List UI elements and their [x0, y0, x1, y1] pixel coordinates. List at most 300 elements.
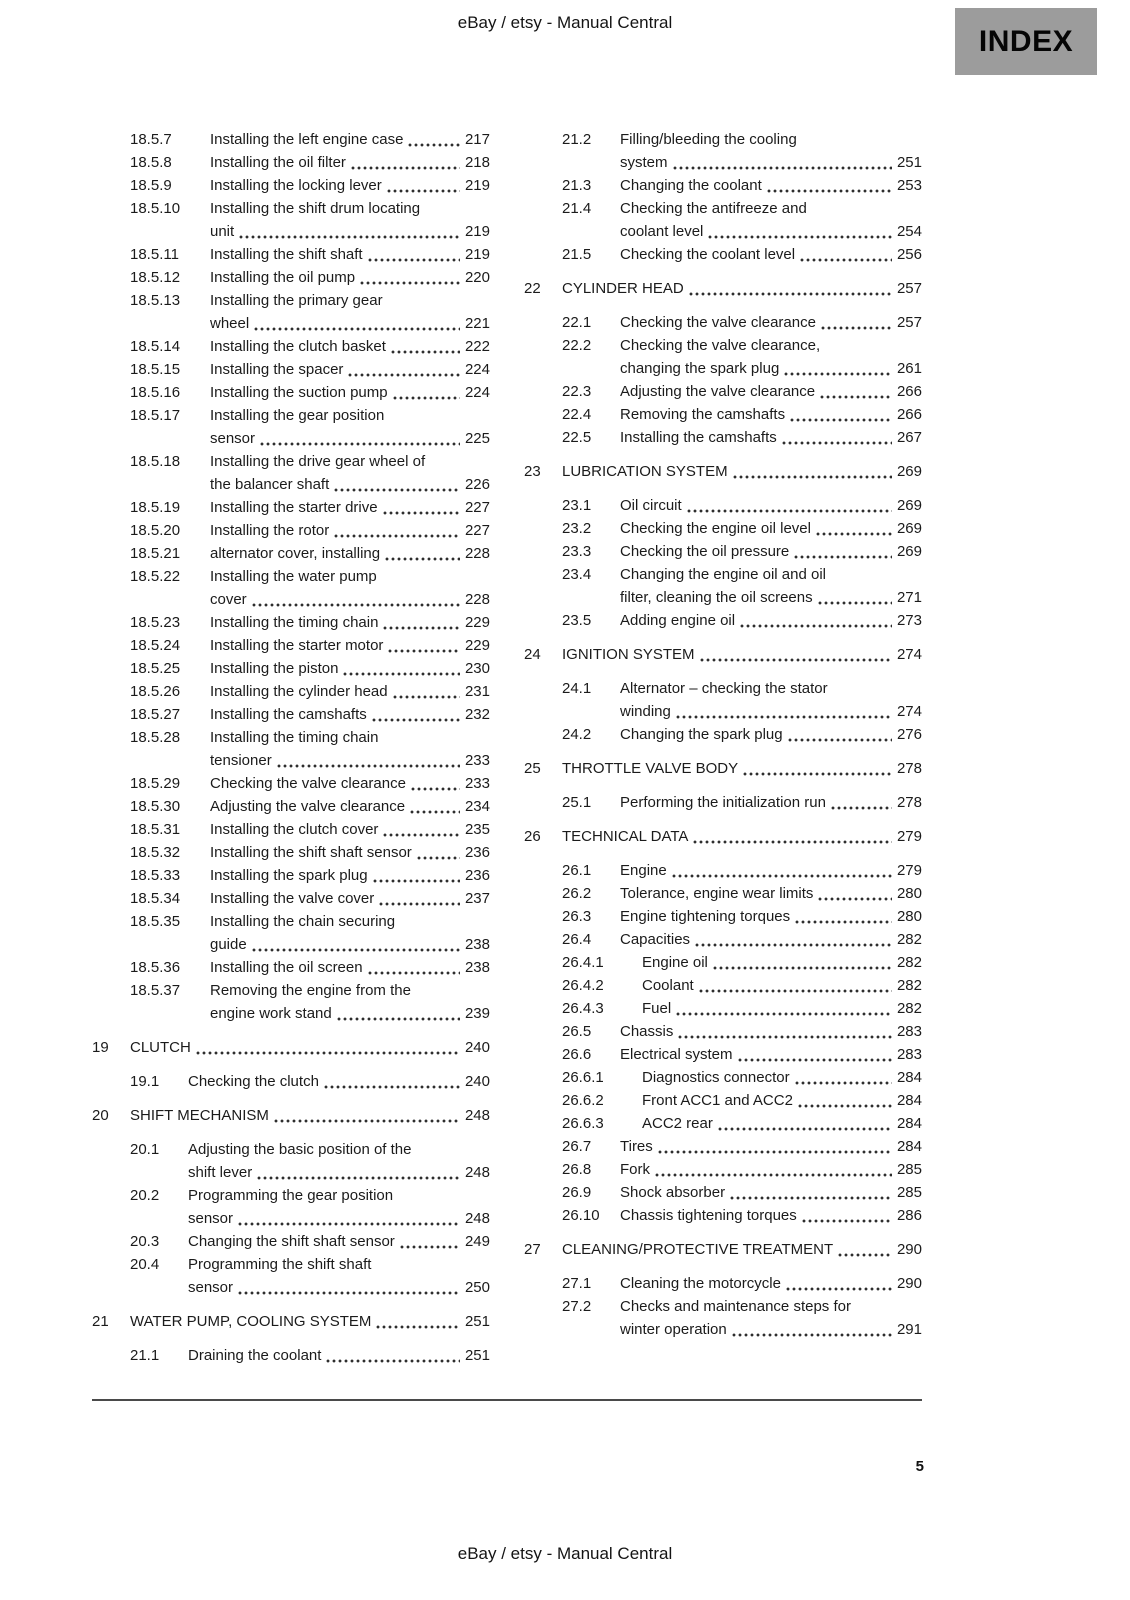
dot-leader: [675, 715, 892, 719]
toc-chapter-entry: [524, 643, 922, 666]
entry-page-number: 226: [464, 476, 490, 493]
section-number: 18.5.30: [130, 798, 181, 815]
entry-title: Installing the starter drive: [210, 499, 378, 516]
entry-title: tensioner: [210, 752, 272, 769]
entry-body: [210, 726, 490, 772]
toc-entry: [92, 1184, 490, 1230]
entry-line: [620, 1318, 922, 1341]
toc-entry: [92, 680, 490, 703]
dot-leader: [371, 718, 460, 722]
entry-page-number: 284: [896, 1069, 922, 1086]
entry-page-number: 267: [896, 429, 922, 446]
section-number: 18.5.11: [130, 246, 179, 263]
entry-title: CLUTCH: [130, 1039, 191, 1056]
dot-leader: [416, 856, 460, 860]
toc-entry: [92, 657, 490, 680]
entry-line: [210, 427, 490, 450]
entry-page-number: 235: [464, 821, 490, 838]
entry-page-number: 240: [464, 1039, 490, 1056]
entry-body: [210, 519, 490, 542]
toc-entry: [92, 726, 490, 772]
toc-entry: [524, 1066, 922, 1089]
section-number: 18.5.17: [130, 407, 181, 424]
section-number: 23.3: [562, 543, 592, 560]
entry-title: Programming the gear position: [188, 1187, 394, 1204]
section-number: 26.4.3: [562, 1000, 604, 1017]
entry-page-number: 236: [464, 844, 490, 861]
entry-page-number: 228: [464, 591, 490, 608]
entry-body: [210, 887, 490, 910]
entry-page-number: 224: [464, 361, 490, 378]
dot-leader: [333, 488, 460, 492]
toc-chapter-entry: [524, 1238, 922, 1261]
entry-body: [620, 1181, 922, 1204]
section-number: 24: [524, 646, 541, 663]
dot-leader: [333, 534, 460, 538]
dot-leader: [392, 396, 460, 400]
entry-title: Installing the spacer: [210, 361, 344, 378]
entry-page-number: 218: [464, 154, 490, 171]
section-number: 18.5.9: [130, 177, 172, 194]
dot-leader: [325, 1359, 460, 1363]
dot-leader: [694, 943, 892, 947]
dot-leader: [699, 658, 892, 662]
entry-body: [620, 494, 922, 517]
entry-body: [210, 703, 490, 726]
section-number: 18.5.29: [130, 775, 181, 792]
entry-page-number: 219: [464, 177, 490, 194]
toc-entry: [92, 565, 490, 611]
entry-title: Installing the camshafts: [210, 706, 367, 723]
dot-leader: [766, 189, 892, 193]
entry-line: [210, 795, 490, 818]
toc-column-right: [524, 128, 922, 1367]
entry-line: [210, 772, 490, 795]
section-number: 18.5.8: [130, 154, 172, 171]
entry-title: Checking the coolant level: [620, 246, 796, 263]
dot-leader: [820, 326, 892, 330]
entry-body: [620, 1043, 922, 1066]
entry-page-number: 278: [896, 760, 922, 777]
entry-title: Installing the timing chain: [210, 729, 379, 746]
toc-entry: [524, 563, 922, 609]
entry-title: Engine tightening torques: [620, 908, 791, 925]
entry-line: [620, 334, 922, 357]
dot-leader: [789, 418, 892, 422]
section-number: 21: [92, 1313, 109, 1330]
entry-title: Fuel: [642, 1000, 672, 1017]
dot-leader: [671, 874, 892, 878]
entry-body: [620, 905, 922, 928]
toc-entry: [92, 910, 490, 956]
toc-entry: [524, 334, 922, 380]
entry-page-number: 269: [896, 543, 922, 560]
section-number: 18.5.36: [130, 959, 181, 976]
entry-title: Installing the gear position: [210, 407, 385, 424]
entry-body: [620, 723, 922, 746]
dot-leader: [793, 555, 892, 559]
entry-line: [210, 220, 490, 243]
toc-entry: [524, 1158, 922, 1181]
entry-title: Shock absorber: [620, 1184, 726, 1201]
entry-page-number: 284: [896, 1138, 922, 1155]
toc-entry: [92, 772, 490, 795]
entry-page-number: 238: [464, 959, 490, 976]
entry-line: [620, 220, 922, 243]
entry-title: Filling/bleeding the cooling: [620, 131, 797, 148]
dot-leader: [367, 971, 460, 975]
entry-line: [210, 1002, 490, 1025]
section-number: 22.2: [562, 337, 592, 354]
entry-page-number: 238: [464, 936, 490, 953]
entry-body: [620, 563, 922, 609]
entry-body: [642, 1066, 922, 1089]
entry-body: [620, 1272, 922, 1295]
entry-title: Installing the rotor: [210, 522, 330, 539]
section-number: 27.1: [562, 1275, 592, 1292]
entry-body: [188, 1344, 490, 1367]
entry-line: [210, 358, 490, 381]
toc-entry: [92, 979, 490, 1025]
entry-line: [620, 1204, 922, 1227]
entry-body: [210, 358, 490, 381]
toc-entry: [524, 905, 922, 928]
toc-entry: [524, 494, 922, 517]
toc-entry: [92, 243, 490, 266]
dot-leader: [350, 166, 460, 170]
toc-entry: [92, 956, 490, 979]
toc-entry: [524, 517, 922, 540]
section-number: 18.5.19: [130, 499, 181, 516]
entry-title: alternator cover, installing: [210, 545, 381, 562]
entry-line: [210, 197, 490, 220]
entry-page-number: 249: [464, 1233, 490, 1250]
section-number: 18.5.27: [130, 706, 181, 723]
entry-body: [210, 542, 490, 565]
toc-chapter-entry: [524, 757, 922, 780]
toc-column-left: [92, 128, 490, 1367]
toc-entry: [92, 795, 490, 818]
dot-leader: [342, 672, 460, 676]
section-number: 19: [92, 1039, 109, 1056]
dot-leader: [407, 143, 460, 147]
entry-line: [620, 128, 922, 151]
entry-line: [210, 450, 490, 473]
dot-leader: [737, 1058, 892, 1062]
entry-line: [210, 864, 490, 887]
section-number: 26.4.2: [562, 977, 604, 994]
entry-title: Tires: [620, 1138, 653, 1155]
dot-leader: [785, 1287, 892, 1291]
entry-line: [210, 956, 490, 979]
entry-line: [620, 1272, 922, 1295]
entry-line: [620, 426, 922, 449]
entry-page-number: 237: [464, 890, 490, 907]
entry-title: changing the spark plug: [620, 360, 780, 377]
toc-entry: [524, 1089, 922, 1112]
section-number: 23.1: [562, 497, 592, 514]
entry-line: [562, 460, 922, 483]
entry-title: winding: [620, 703, 671, 720]
entry-body: [642, 997, 922, 1020]
entry-title: Installing the primary gear: [210, 292, 383, 309]
entry-page-number: 220: [464, 269, 490, 286]
entry-page-number: 229: [464, 614, 490, 631]
dot-leader: [817, 897, 892, 901]
entry-body: [562, 825, 922, 848]
entry-title: wheel: [210, 315, 250, 332]
entry-page-number: 233: [464, 752, 490, 769]
entry-title: Changing the coolant: [620, 177, 762, 194]
entry-line: [210, 266, 490, 289]
entry-page-number: 253: [896, 177, 922, 194]
entry-page-number: 269: [896, 520, 922, 537]
toc-entry: [524, 1135, 922, 1158]
dot-leader: [253, 327, 460, 331]
entry-body: [620, 859, 922, 882]
section-number: 22.3: [562, 383, 592, 400]
toc-entry: [92, 450, 490, 496]
entry-line: [210, 726, 490, 749]
entry-title: Installing the locking lever: [210, 177, 382, 194]
dot-leader: [387, 649, 460, 653]
toc-entry: [92, 151, 490, 174]
entry-body: [562, 460, 922, 483]
entry-body: [642, 951, 922, 974]
entry-title: CYLINDER HEAD: [562, 280, 684, 297]
entry-title: Removing the camshafts: [620, 406, 786, 423]
entry-line: [642, 997, 922, 1020]
dot-leader: [410, 787, 460, 791]
entry-line: [620, 357, 922, 380]
entry-body: [130, 1104, 490, 1127]
entry-title: shift lever: [188, 1164, 253, 1181]
dot-leader: [739, 624, 892, 628]
entry-title: Diagnostics connector: [642, 1069, 790, 1086]
entry-page-number: 280: [896, 885, 922, 902]
section-number: 24.1: [562, 680, 592, 697]
entry-body: [188, 1070, 490, 1093]
entry-body: [210, 634, 490, 657]
entry-line: [188, 1138, 490, 1161]
dot-leader: [692, 840, 892, 844]
entry-title: Draining the coolant: [188, 1347, 322, 1364]
toc-entry: [92, 818, 490, 841]
entry-body: [188, 1230, 490, 1253]
toc-entry: [524, 1204, 922, 1227]
toc-entry: [524, 403, 922, 426]
entry-title: Chassis tightening torques: [620, 1207, 797, 1224]
dot-leader: [688, 292, 892, 296]
toc-columns: [92, 128, 922, 1367]
section-number: 19.1: [130, 1073, 160, 1090]
toc-entry: [524, 677, 922, 723]
entry-page-number: 229: [464, 637, 490, 654]
entry-title: Installing the shift drum locating: [210, 200, 421, 217]
entry-title: Checking the antifreeze and: [620, 200, 807, 217]
entry-body: [620, 128, 922, 174]
toc-chapter-entry: [92, 1104, 490, 1127]
entry-title: Adjusting the basic position of the: [188, 1141, 412, 1158]
section-number: 18.5.31: [130, 821, 181, 838]
entry-body: [562, 1238, 922, 1261]
entry-title: Programming the shift shaft: [188, 1256, 372, 1273]
header-title: eBay / etsy - Manual Central: [457, 13, 673, 32]
entry-page-number: 282: [896, 1000, 922, 1017]
entry-title: cover: [210, 591, 247, 608]
entry-line: [620, 677, 922, 700]
dot-leader: [399, 1245, 460, 1249]
entry-title: Cleaning the motorcycle: [620, 1275, 781, 1292]
toc-entry: [524, 723, 922, 746]
entry-line: [210, 703, 490, 726]
section-number: 18.5.12: [130, 269, 181, 286]
entry-page-number: 256: [896, 246, 922, 263]
section-number: 23.4: [562, 566, 592, 583]
dot-leader: [378, 902, 460, 906]
entry-title: Checking the valve clearance,: [620, 337, 821, 354]
section-number: 18.5.37: [130, 982, 181, 999]
toc-entry: [92, 335, 490, 358]
section-number: 18.5.18: [130, 453, 181, 470]
entry-line: [210, 335, 490, 358]
entry-line: [188, 1230, 490, 1253]
dot-leader: [382, 511, 460, 515]
entry-page-number: 291: [896, 1321, 922, 1338]
section-number: 26.10: [562, 1207, 600, 1224]
entry-title: Installing the starter motor: [210, 637, 384, 654]
entry-body: [620, 426, 922, 449]
section-number: 26.6.1: [562, 1069, 604, 1086]
section-number: 21.4: [562, 200, 592, 217]
entry-line: [620, 563, 922, 586]
entry-line: [620, 403, 922, 426]
entry-page-number: 248: [464, 1210, 490, 1227]
toc-chapter-entry: [92, 1310, 490, 1333]
entry-page-number: 239: [464, 1005, 490, 1022]
section-number: 26.8: [562, 1161, 592, 1178]
toc-entry: [92, 703, 490, 726]
section-number: 23.2: [562, 520, 592, 537]
dot-leader: [251, 603, 460, 607]
section-number: 20.4: [130, 1256, 160, 1273]
entry-line: [620, 174, 922, 197]
dot-leader: [367, 258, 460, 262]
dot-leader: [677, 1035, 892, 1039]
entry-page-number: 273: [896, 612, 922, 629]
entry-body: [620, 517, 922, 540]
dot-leader: [837, 1253, 892, 1257]
entry-title: Installing the left engine case: [210, 131, 404, 148]
toc-entry: [92, 864, 490, 887]
entry-line: [620, 586, 922, 609]
entry-title: Installing the drive gear wheel of: [210, 453, 426, 470]
entry-title: Installing the camshafts: [620, 429, 777, 446]
dot-leader: [672, 166, 892, 170]
dot-leader: [195, 1051, 460, 1055]
entry-body: [210, 289, 490, 335]
toc-entry: [92, 289, 490, 335]
entry-body: [210, 335, 490, 358]
section-number: 22.5: [562, 429, 592, 446]
entry-page-number: 248: [464, 1164, 490, 1181]
section-number: 26.6.2: [562, 1092, 604, 1109]
dot-leader: [729, 1196, 892, 1200]
entry-line: [188, 1276, 490, 1299]
entry-line: [620, 197, 922, 220]
entry-body: [620, 928, 922, 951]
entry-line: [210, 910, 490, 933]
toc-entry: [524, 882, 922, 905]
section-number: 26.2: [562, 885, 592, 902]
entry-body: [210, 151, 490, 174]
entry-title: sensor: [188, 1210, 234, 1227]
dot-leader: [783, 372, 892, 376]
section-number: 26.6.3: [562, 1115, 604, 1132]
entry-body: [620, 243, 922, 266]
entry-page-number: 269: [896, 497, 922, 514]
toc-entry: [92, 266, 490, 289]
entry-body: [210, 128, 490, 151]
section-number: 27.2: [562, 1298, 592, 1315]
entry-title: Adding engine oil: [620, 612, 736, 629]
dot-leader: [731, 1333, 892, 1337]
entry-page-number: 280: [896, 908, 922, 925]
dot-leader: [347, 373, 460, 377]
dot-leader: [336, 1017, 460, 1021]
dot-leader: [256, 1176, 460, 1180]
entry-page-number: 257: [896, 314, 922, 331]
entry-body: [210, 772, 490, 795]
entry-title: Chassis: [620, 1023, 674, 1040]
dot-leader: [787, 738, 892, 742]
entry-title: TECHNICAL DATA: [562, 828, 689, 845]
entry-line: [642, 974, 922, 997]
section-number: 18.5.26: [130, 683, 181, 700]
entry-title: Changing the engine oil and oil: [620, 566, 826, 583]
entry-title: IGNITION SYSTEM: [562, 646, 695, 663]
entry-line: [210, 128, 490, 151]
section-number: 26.5: [562, 1023, 592, 1040]
dot-leader: [259, 442, 460, 446]
dot-leader: [382, 626, 460, 630]
entry-page-number: 283: [896, 1023, 922, 1040]
entry-body: [210, 910, 490, 956]
toc-entry: [92, 841, 490, 864]
entry-body: [210, 979, 490, 1025]
entry-line: [620, 882, 922, 905]
section-number: 26.3: [562, 908, 592, 925]
entry-line: [620, 905, 922, 928]
entry-line: [210, 818, 490, 841]
section-number: 20.2: [130, 1187, 160, 1204]
entry-title: Checking the valve clearance: [210, 775, 406, 792]
dot-leader: [375, 1325, 460, 1329]
entry-title: Coolant: [642, 977, 694, 994]
entry-title: Installing the water pump: [210, 568, 377, 585]
entry-line: [620, 700, 922, 723]
entry-line: [620, 791, 922, 814]
entry-line: [210, 680, 490, 703]
toc-entry: [524, 174, 922, 197]
entry-line: [620, 540, 922, 563]
entry-title: the balancer shaft: [210, 476, 330, 493]
toc-entry: [524, 859, 922, 882]
entry-line: [210, 174, 490, 197]
entry-page-number: 274: [896, 646, 922, 663]
entry-page-number: 221: [464, 315, 490, 332]
dot-leader: [237, 1291, 460, 1295]
